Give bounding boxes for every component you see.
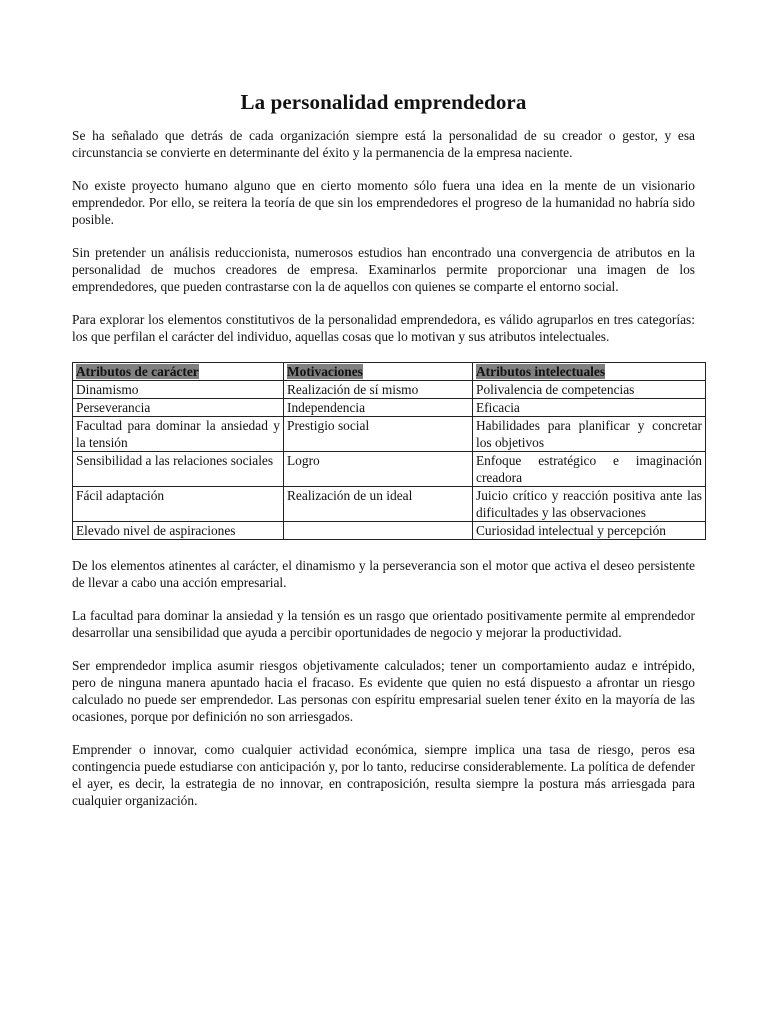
header-intellectual: Atributos intelectuales [476, 364, 606, 379]
spacer [72, 161, 695, 177]
header-character: Atributos de carácter [76, 364, 199, 379]
paragraph-body-3: Ser emprendedor implica asumir riesgos objetivamente calculados; tener un comportamiento audaz e intrépido, pero de ninguna manera apuntado hacia el fracaso. Es evidente que quien no está dispuesto a afrontar un riesgo calculado no puede ser emprendedor. Las personas con espíritu empresarial suelen tener éxito en la mayoría de las ocasiones, porque por definición no son arriesgados. [72, 658, 695, 724]
table-cell: Logro [284, 452, 473, 487]
paragraph-intro-1: Se ha señalado que detrás de cada organización siempre está la personalidad de su creador o gestor, y esa circunstancia se convierte en determinante del éxito y la permanencia de la empresa naciente. [72, 128, 695, 160]
table-cell: Sensibilidad a las relaciones sociales [73, 452, 284, 487]
table-cell [284, 522, 473, 540]
table-cell: Facultad para dominar la ansiedad y la tensión [73, 417, 284, 452]
spacer [72, 295, 695, 311]
table-cell: Polivalencia de competencias [473, 381, 706, 399]
table-row [73, 452, 706, 487]
table-header-cell [284, 363, 473, 381]
table-row [73, 417, 706, 452]
table-row [73, 522, 706, 540]
paragraph-intro-2: No existe proyecto humano alguno que en cierto momento sólo fuera una idea en la mente de un visionario emprendedor. Por ello, se reitera la teoría de que sin los emprendedores el progreso de la humanidad no habría sido posible. [72, 178, 695, 227]
paragraph-intro-4: Para explorar los elementos constitutivos de la personalidad emprendedora, es válido agruparlos en tres categorías: los que perfilan el carácter del individuo, aquellas cosas que lo motivan y sus atributos intelectuales. [72, 312, 695, 344]
table-cell: Habilidades para planificar y concretar los objetivos [473, 417, 706, 452]
spacer [72, 591, 695, 607]
paragraph-body-4: Emprender o innovar, como cualquier actividad económica, siempre implica una tasa de riesgo, peros esa contingencia puede estudiarse con anticipación y, por lo tanto, reducirse considerablemente. La política de defender el ayer, es decir, la estrategia de no innovar, en contraposición, resulta siempre la postura más arriesgada para cualquier organización. [72, 742, 695, 808]
table-cell: Juicio crítico y reacción positiva ante las dificultades y las observaciones [473, 487, 706, 522]
table-cell: Prestigio social [284, 417, 473, 452]
table-cell: Fácil adaptación [73, 487, 284, 522]
spacer [72, 540, 695, 557]
spacer [72, 116, 695, 127]
paragraph-intro-3: Sin pretender un análisis reduccionista, numerosos estudios han encontrado una convergencia de atributos en la personalidad de muchos creadores de empresa. Examinarlos permite proporcionar una imagen de los emprendedores, que pueden contrastarse con la de aquellos con quienes se comparte el entorno social. [72, 245, 695, 294]
spacer [72, 725, 695, 741]
table-cell: Curiosidad intelectual y percepción [473, 522, 706, 540]
document-title: La personalidad emprendedora [240, 90, 527, 114]
table-header-row [73, 363, 706, 381]
table-cell: Dinamismo [73, 381, 284, 399]
table-row [73, 381, 706, 399]
table-cell: Eficacia [473, 399, 706, 417]
table-header-cell [473, 363, 706, 381]
table-cell: Enfoque estratégico e imaginación creadora [473, 452, 706, 487]
attributes-table [72, 362, 706, 540]
paragraph-body-2: La facultad para dominar la ansiedad y la tensión es un rasgo que orientado positivamente permite al emprendedor desarrollar una sensibilidad que ayuda a percibir oportunidades de negocio y mejorar la productividad. [72, 608, 695, 640]
table-row [73, 487, 706, 522]
table-row [73, 399, 706, 417]
table-header-cell [73, 363, 284, 381]
table-cell: Elevado nivel de aspiraciones [73, 522, 284, 540]
header-motivations: Motivaciones [287, 364, 363, 379]
table-cell: Realización de sí mismo [284, 381, 473, 399]
table-cell: Perseverancia [73, 399, 284, 417]
table-cell: Realización de un ideal [284, 487, 473, 522]
table-cell: Independencia [284, 399, 473, 417]
spacer [72, 228, 695, 244]
paragraph-body-1: De los elementos atinentes al carácter, el dinamismo y la perseverancia son el motor que activa el deseo persistente de llevar a cabo una acción empresarial. [72, 558, 695, 590]
spacer [72, 641, 695, 657]
